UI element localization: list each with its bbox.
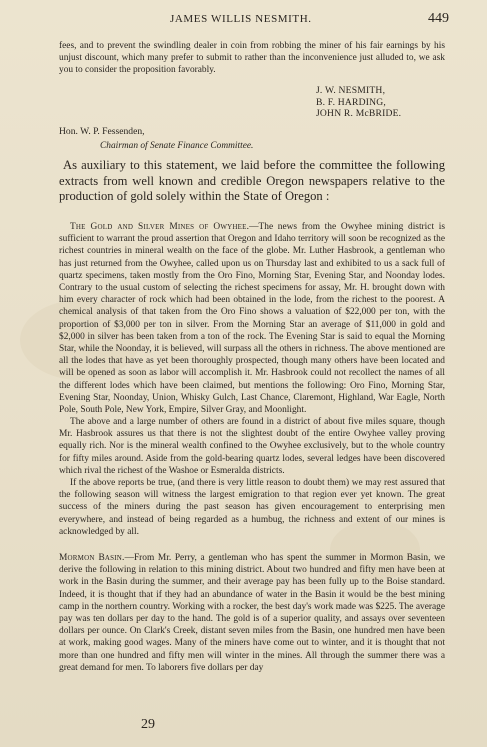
auxiliary-statement: As auxiliary to this statement, we laid before the committee the following extracts from well known and credible Oregon newspapers relative to the production of gold solely within the State of Oregon : [59, 158, 445, 204]
mormon-basin-heading: Mormon Basin. [59, 553, 125, 563]
gold-silver-body: —The news from the Owyhee mining district is sufficient to warrant the proud assertion that Oregon and Idaho territory will soon be recognized as the richest countries in mineral wealth on the face of the globe. Mr. Luther Hasbrook, a gentleman who has just returned from the Owyhee, called upon us on Thursday last and exhibited to us a sack full of quartz specimens, taken mostly from the Oro Fino, Morning Star, Evening Star, and Noonday lodes. Contrary to the usual custom of selecting the richest specimens for assay, Mr. H. brought down with him every character of rock which had been obtained in the lode, from the richest to the poorest. A chemical analysis of that taken from the Oro Fino shows a valuation of $22,000 per ton, with the proportion of $3,000 per ton in silver. From the Morning Star an average of $11,000 in gold and $2,000 in silver has been taken from a ton of the rock. The Evening Star is said to equal the Morning Star, while the Noonday, it is believed, will surpass all the others in richness. The above mentioned are all the lodes that have as yet been thoroughly prospected, though many others have been located and will be opened as soon as labor will accomplish it. Mr. Hasbrook could not recollect the names of all the different lodes which have been claimed, but mentions the following: Oro Fino, Morning Star, Evening Star, Noonday, Union, Whisky Gulch, Last Chance, Claremont, Highland, War Eagle, North Pole, South Pole, New York, Empire, Silver Gray, and Moonlight. [59, 222, 445, 416]
signatory-harding: B. F. HARDING, [316, 96, 386, 108]
running-title: JAMES WILLIS NESMITH. [170, 13, 312, 25]
if-above-paragraph: If the above reports be true, (and there is very little reason to doubt them) we may rest assured that the following season will witness the largest emigration to that region ever yet known. The great success of the miners during the past season has given encouragement to enterprising men everywhere, and instead of being regarded as a humbug, the richness and extent of our mines is acknowledged by all. [59, 478, 445, 537]
mormon-basin-paragraph [59, 552, 445, 674]
mormon-basin-body: —From Mr. Perry, a gentleman who has spent the summer in Mormon Basin, we derive the following in relation to this mining district. About two hundred and fifty men have been at work in the Basin during the summer, and their average pay has been fully up to the Boise standard. Indeed, it is thought that if they had an abundance of water in the Basin it would be the best mining camp in the northern country. Working with a rocker, the best day's work made was $225. The average pay was ten dollars per day to the hand. The gold is of a superior quality, and assays over seventeen dollars per ounce. On Clark's Creek, distant seven miles from the Basin, one hundred men have been at work, making good wages. Many of the miners have come out to winter, and it is thought that not more than one hundred and fifty men will winter in the mines. All through the summer there was a great demand for men. To laborers five dollars per day [59, 553, 445, 673]
signatory-mcbride: JOHN R. McBRIDE. [316, 108, 402, 119]
above-paragraph: The above and a large number of others are found in a district of about five miles square, though Mr. Hasbrook assures us that there is not the slightest doubt of the entire Owyhee valley proving equally rich. Nor is the mineral wealth confined to the Owyhee exclusively, but to the whole country for fifty miles around. Aside from the gold-bearing quartz lodes, several ledges have been discovered which rival the richest of the Washoe or Esmeralda districts. [59, 417, 445, 476]
addressee: Hon. W. P. Fessenden, [59, 126, 145, 137]
gold-silver-heading: The Gold and Silver Mines of Owyhee. [70, 222, 250, 232]
signatories [316, 85, 401, 120]
gold-silver-paragraph [59, 221, 445, 416]
printer-signature-mark: 29 [141, 717, 155, 732]
opening-paragraph: fees, and to prevent the swindling dealer in coin from robbing the miner of his fair earnings by his unjust discount, which many prefer to submit to rather than the inconvenience just alluded to, we ask you to consider the proposition favorably. [59, 41, 445, 76]
page-number: 449 [428, 11, 449, 26]
addressee-role: Chairman of Senate Finance Committee. [100, 141, 254, 151]
running-head [60, 11, 449, 29]
signatory-nesmith: J. W. NESMITH, [316, 85, 386, 96]
